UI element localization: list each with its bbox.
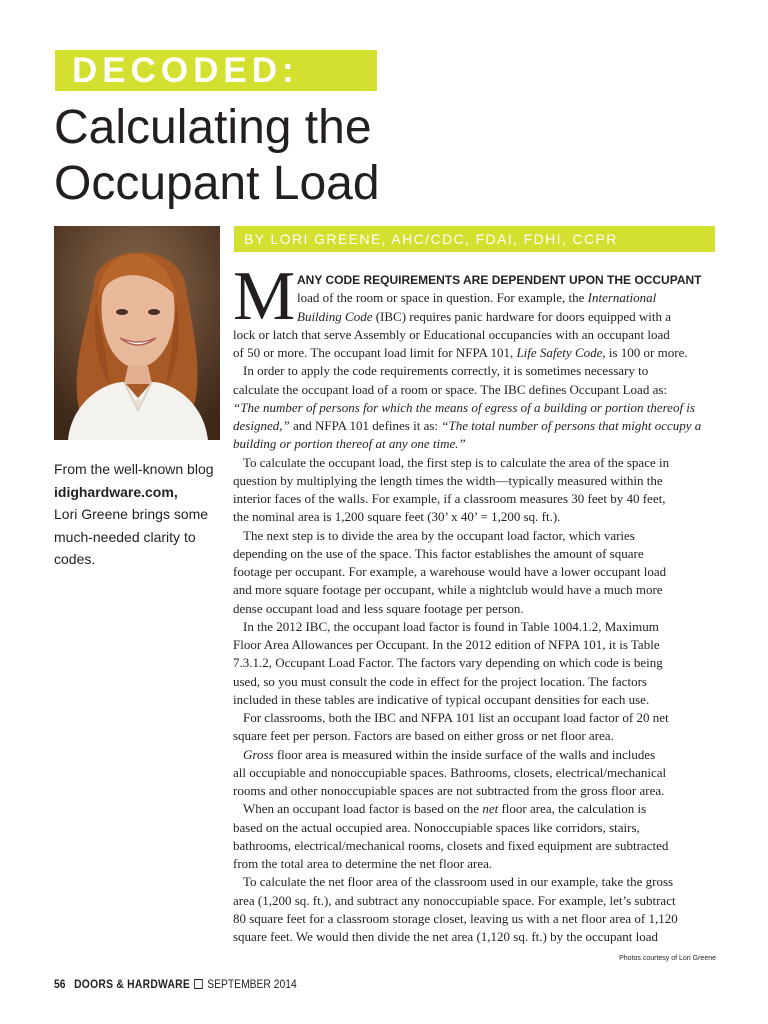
text-run: footage per occupant. For example, a warehouse would have a lower occupant load xyxy=(233,564,667,579)
body-text-line xyxy=(233,472,718,490)
body-text-line xyxy=(233,654,718,672)
body-text-line xyxy=(233,527,718,545)
body-text-line xyxy=(233,618,718,636)
body-text-line xyxy=(233,308,718,326)
body-text-line xyxy=(233,892,718,910)
text-run: from the total area to determine the net floor area. xyxy=(233,856,493,871)
text-run: Floor Area Allowances per Occupant. In the 2012 edition of NFPA 101, it is Table xyxy=(233,637,660,652)
body-text-line xyxy=(233,326,718,344)
body-text-line xyxy=(233,289,718,307)
body-text-line xyxy=(233,271,718,289)
caption-line: Lori Greene brings some xyxy=(54,506,209,522)
body-text-line xyxy=(233,928,718,946)
text-run: In the 2012 IBC, the occupant load factor is found in Table 1004.1.2, Maximum xyxy=(243,618,659,634)
caption-line: From the well-known blog xyxy=(54,461,214,477)
body-text-line xyxy=(233,727,718,745)
text-run: floor area is measured within the inside surface of the walls and includes xyxy=(273,746,656,762)
blog-link[interactable]: idighardware.com, xyxy=(54,483,178,500)
text-run: load of the room or space in question. For example, the xyxy=(297,290,588,306)
body-text-line xyxy=(233,764,718,782)
italic-text: Building Code xyxy=(297,308,373,324)
author-photo xyxy=(54,226,220,440)
body-text-line xyxy=(233,344,718,362)
text-run: For classrooms, both the IBC and NFPA 101 list an occupant load factor of 20 net xyxy=(243,710,669,725)
text-run: of 50 or more. The occupant load limit for NFPA 101, xyxy=(233,345,517,360)
author-caption xyxy=(54,458,224,571)
body-text-line xyxy=(233,545,718,563)
magazine-name: DOORS & HARDWARE xyxy=(74,977,191,991)
blog-link-text: idighardware.com xyxy=(54,483,174,500)
body-text-line xyxy=(233,746,718,764)
body-text-line xyxy=(233,435,718,453)
caption-line: much-needed clarity to xyxy=(54,528,196,545)
italic-text: Life Safety Code xyxy=(516,345,603,360)
text-run: dense occupant load and less square footage per person. xyxy=(233,600,524,616)
body-text-line xyxy=(233,636,718,654)
text-run: all occupiable and nonoccupiable spaces. Bathrooms, closets, electrical/mechanical xyxy=(233,764,667,780)
article-headline: Calculating the Occupant Load xyxy=(54,101,380,210)
text-run: To calculate the occupant load, the first step is to calculate the area of the space in xyxy=(243,454,670,470)
text-run: calculate the occupant load of a room or space. The IBC defines Occupant Load as: xyxy=(233,381,668,397)
author-portrait-illustration xyxy=(54,226,220,440)
body-text-line xyxy=(233,873,718,891)
photo-credit: Photos courtesy of Lori Greene xyxy=(619,955,716,962)
text-run: square feet per person. Factors are based on either gross or net floor area. xyxy=(233,728,614,744)
body-text-line xyxy=(233,800,718,818)
body-text-line xyxy=(233,417,718,435)
body-text-line xyxy=(233,381,718,399)
text-run: interior faces of the walls. For example, if a classroom measures 30 feet by 40 feet, xyxy=(233,491,666,506)
body-text-line xyxy=(233,709,718,727)
text-run: area (1,200 sq. ft.), and subtract any nonoccupiable space. For example, let’s subtract xyxy=(233,892,676,908)
italic-text: building or portion thereof at any one time.” xyxy=(233,436,466,452)
body-text-line xyxy=(233,508,718,526)
body-text-line xyxy=(233,819,718,837)
text-run: rooms and other nonoccupiable spaces are not subtracted from the gross floor area. xyxy=(233,783,665,798)
article-body xyxy=(233,258,718,946)
text-run: , is 100 or more. xyxy=(602,345,688,360)
page-number: 56 xyxy=(54,977,66,991)
text-run: square feet. We would then divide the net area (1,120 sq. ft.) by the occupant load xyxy=(233,929,659,944)
issue-date: SEPTEMBER 2014 xyxy=(207,977,297,991)
text-run: When an occupant load factor is based on the xyxy=(243,801,483,817)
body-text-line xyxy=(233,837,718,855)
text-run: included in these tables are indicative of typical occupant densities for each use. xyxy=(233,691,650,707)
text-run: (IBC) requires panic hardware for doors equipped with a xyxy=(372,308,672,324)
italic-text: Gross xyxy=(243,746,274,762)
text-run: To calculate the net floor area of the classroom used in our example, take the gross xyxy=(243,874,674,890)
text-run: used, so you must consult the code in effect for the project location. The factors xyxy=(233,673,647,689)
body-text-line xyxy=(233,782,718,800)
italic-text: net xyxy=(482,801,499,817)
caption-line: codes. xyxy=(54,551,96,567)
text-run: and NFPA 101 defines it as: xyxy=(289,418,442,433)
text-run: the nominal area is 1,200 square feet (30’ x 40’ = 1,200 sq. ft.). xyxy=(233,509,561,525)
text-run: lock or latch that serve Assembly or Educational occupancies with an occupant load xyxy=(233,326,670,342)
italic-text: “The number of persons for which the means of egress of a building or portion thereof is xyxy=(233,399,695,415)
italic-text: “The total number of persons that might occupy a xyxy=(441,418,702,433)
body-text-line xyxy=(233,691,718,709)
section-kicker: DECODED: xyxy=(55,50,377,91)
body-text-line xyxy=(233,855,718,873)
body-text-line xyxy=(233,563,718,581)
body-text-line xyxy=(233,362,718,380)
body-text-line xyxy=(233,600,718,618)
text-run: and more square footage per occupant, while a nightclub would have a much more xyxy=(233,582,663,598)
text-run: 80 square feet for a classroom storage closet, leaving us with a net floor area of 1,120 xyxy=(233,910,678,926)
author-byline: BY LORI GREENE, AHC/CDC, FDAI, FDHI, CCPR xyxy=(234,226,715,252)
text-run: based on the actual occupied area. Nonoccupiable spaces like corridors, stairs, xyxy=(233,819,640,835)
body-text-line xyxy=(233,581,718,599)
body-text-line xyxy=(233,910,718,928)
italic-text: designed,” xyxy=(233,418,290,433)
italic-text: International xyxy=(587,290,657,306)
text-run: 7.3.1.2, Occupant Load Factor. The factors vary depending on which code is being xyxy=(233,655,663,671)
square-divider-icon xyxy=(194,979,203,989)
text-run: In order to apply the code requirements correctly, it is sometimes necessary to xyxy=(243,363,649,379)
lead-in-text: ANY CODE REQUIREMENTS ARE DEPENDENT UPON THE OCCUPANT xyxy=(297,273,702,287)
text-run: question by multiplying the length times the width—typically measured within the xyxy=(233,472,663,488)
body-text-line xyxy=(233,454,718,472)
text-run: bathrooms, electrical/mechanical rooms, closets and fixed equipment are subtracted xyxy=(233,837,669,853)
text-run: depending on the use of the space. This factor establishes the amount of square xyxy=(233,545,644,561)
body-text-line xyxy=(233,399,718,417)
text-run: The next step is to divide the area by the occupant load factor, which varies xyxy=(243,527,635,543)
page-footer xyxy=(54,977,297,991)
drop-cap: M xyxy=(233,258,296,335)
body-text-line xyxy=(233,673,718,691)
text-run: floor area, the calculation is xyxy=(498,801,647,817)
body-text-line xyxy=(233,490,718,508)
